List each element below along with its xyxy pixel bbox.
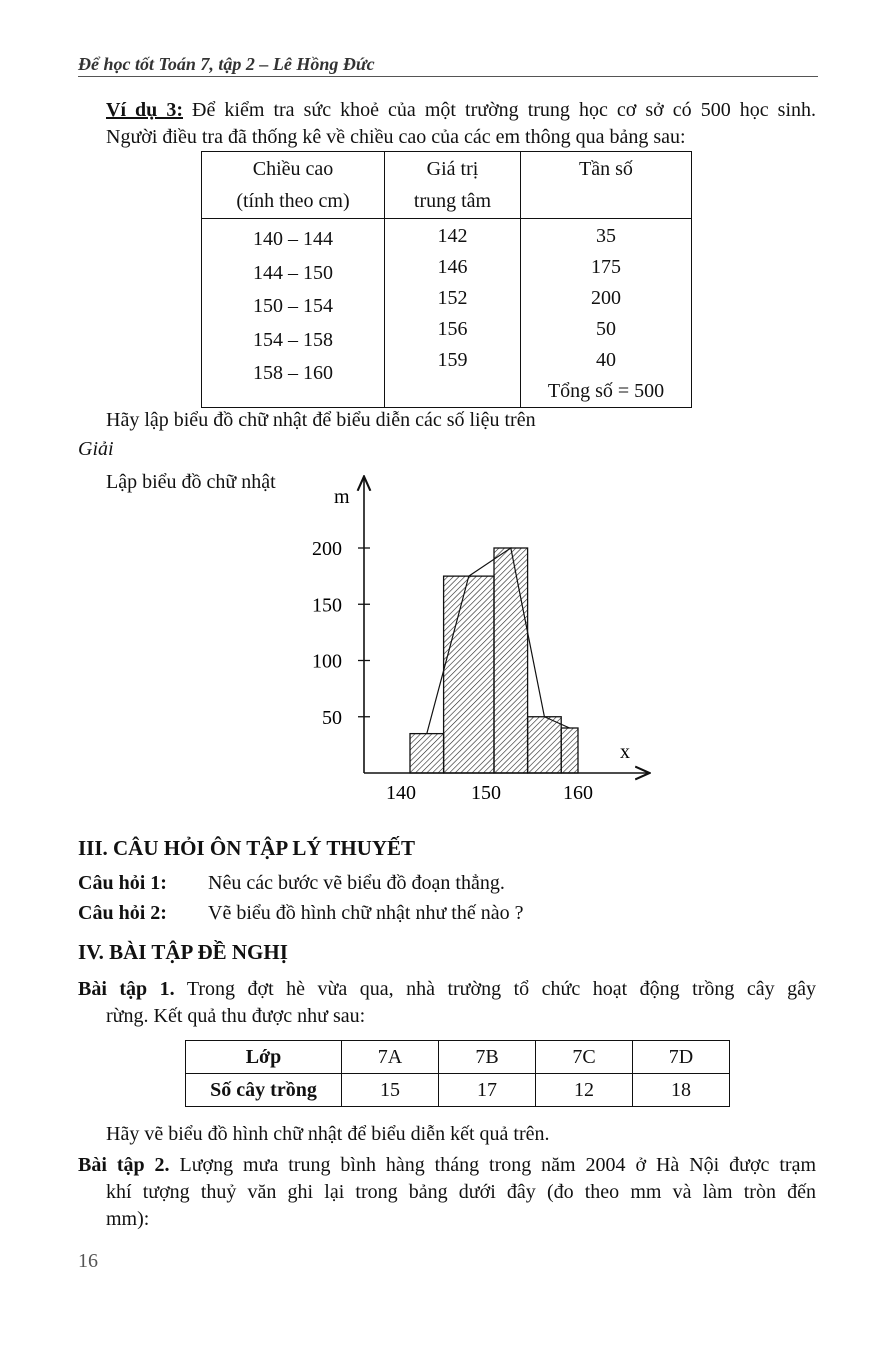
y-axis-label: m bbox=[334, 486, 350, 508]
trees-table bbox=[185, 1040, 730, 1107]
section4-title: IV. BÀI TẬP ĐỀ NGHỊ bbox=[78, 940, 288, 964]
range-value: 140 – 144 bbox=[253, 228, 333, 250]
table-cell: 18 bbox=[633, 1074, 730, 1107]
table-cell: Số cây trồng bbox=[186, 1074, 342, 1107]
task-text: Hãy lập biểu đồ chữ nhật để biểu diễn các số liệu trên bbox=[106, 409, 536, 431]
col-header-frequency: Tần số bbox=[521, 152, 692, 219]
range-value: 144 – 150 bbox=[253, 261, 333, 284]
table-cell: 7D bbox=[633, 1041, 730, 1074]
histogram-bar bbox=[410, 734, 444, 773]
running-header: Để học tốt Toán 7, tập 2 – Lê Hồng Đức bbox=[78, 54, 375, 74]
center-value: 152 bbox=[437, 287, 468, 309]
table-cell: 15 bbox=[342, 1074, 439, 1107]
table-cell: Lớp bbox=[186, 1041, 342, 1074]
question2-label: Câu hỏi 2: bbox=[78, 902, 167, 924]
x-tick-label: 150 bbox=[471, 782, 501, 804]
histogram-bar bbox=[528, 717, 562, 773]
solution-label: Giải bbox=[78, 438, 114, 460]
exercise1-text1: Trong đợt hè vừa qua, nhà trường tổ chức hoạt động trồng cây gây bbox=[186, 978, 817, 1000]
frequency-value: 50 bbox=[596, 318, 616, 340]
table-cell: 7C bbox=[536, 1041, 633, 1074]
col-header-center: Giá trị trung tâm bbox=[385, 152, 521, 219]
page-number: 16 bbox=[78, 1250, 98, 1272]
exercise1-label: Bài tập 1. bbox=[78, 978, 175, 1000]
range-value: 150 – 154 bbox=[253, 295, 333, 318]
example-line2: Người điều tra đã thống kê về chiều cao của các em thông qua bảng sau: bbox=[106, 126, 686, 148]
y-tick-label: 50 bbox=[322, 706, 342, 729]
center-value: 156 bbox=[437, 318, 468, 340]
section3-title: III. CÂU HỎI ÔN TẬP LÝ THUYẾT bbox=[78, 836, 416, 860]
example-label: Ví dụ 3: bbox=[106, 99, 183, 121]
exercise2-text1: Lượng mưa trung bình hàng tháng trong năm 2004 ở Hà Nội được trạm bbox=[179, 1154, 817, 1176]
y-tick-label: 100 bbox=[312, 650, 342, 673]
x-tick-label: 140 bbox=[386, 782, 416, 804]
question1-label: Câu hỏi 1: bbox=[78, 872, 167, 894]
exercise1-line1 bbox=[78, 978, 816, 1001]
solution-text: Lập biểu đồ chữ nhật bbox=[106, 471, 276, 493]
histogram-bar bbox=[494, 548, 528, 773]
question2-text: Vẽ biểu đồ hình chữ nhật như thế nào ? bbox=[208, 902, 524, 924]
table-cell: 17 bbox=[439, 1074, 536, 1107]
table-cell: 7B bbox=[439, 1041, 536, 1074]
x-tick-label: 160 bbox=[563, 782, 593, 804]
exercise1-line2: rừng. Kết quả thu được như sau: bbox=[106, 1005, 366, 1027]
histogram-bar bbox=[444, 576, 494, 773]
x-axis-label: x bbox=[620, 741, 630, 763]
frequency-value: 35 bbox=[596, 225, 616, 247]
question1-text: Nêu các bước vẽ biểu đồ đoạn thẳng. bbox=[208, 872, 505, 894]
example-text1: Để kiểm tra sức khoẻ của một trường trung học cơ sở có 500 học sinh. bbox=[192, 99, 817, 121]
table-cell: 12 bbox=[536, 1074, 633, 1107]
range-value: 158 – 160 bbox=[253, 362, 333, 385]
exercise1-task: Hãy vẽ biểu đồ hình chữ nhật để biểu diễn kết quả trên. bbox=[106, 1123, 550, 1145]
exercise2-label: Bài tập 2. bbox=[78, 1154, 170, 1176]
frequency-value: 175 bbox=[591, 256, 621, 278]
exercise2-line3: mm): bbox=[106, 1208, 150, 1230]
table-cell: 7A bbox=[342, 1041, 439, 1074]
center-value: 142 bbox=[437, 225, 468, 247]
exercise2-line1 bbox=[78, 1154, 816, 1177]
frequency-value: 40 bbox=[596, 349, 616, 371]
center-value: 146 bbox=[437, 256, 468, 278]
center-value: 159 bbox=[437, 349, 468, 371]
y-tick-label: 150 bbox=[312, 594, 342, 617]
frequency-value: 200 bbox=[591, 287, 621, 309]
range-value: 154 – 158 bbox=[253, 328, 333, 351]
total-frequency: Tổng số = 500 bbox=[547, 380, 665, 402]
histogram-bar bbox=[561, 728, 578, 773]
col-header-height: Chiều cao (tính theo cm) bbox=[202, 152, 385, 219]
exercise2-line2: khí tượng thuỷ văn ghi lại trong bảng dưới đây (đo theo mm và làm tròn đến bbox=[106, 1181, 816, 1203]
y-tick-label: 200 bbox=[312, 538, 342, 560]
